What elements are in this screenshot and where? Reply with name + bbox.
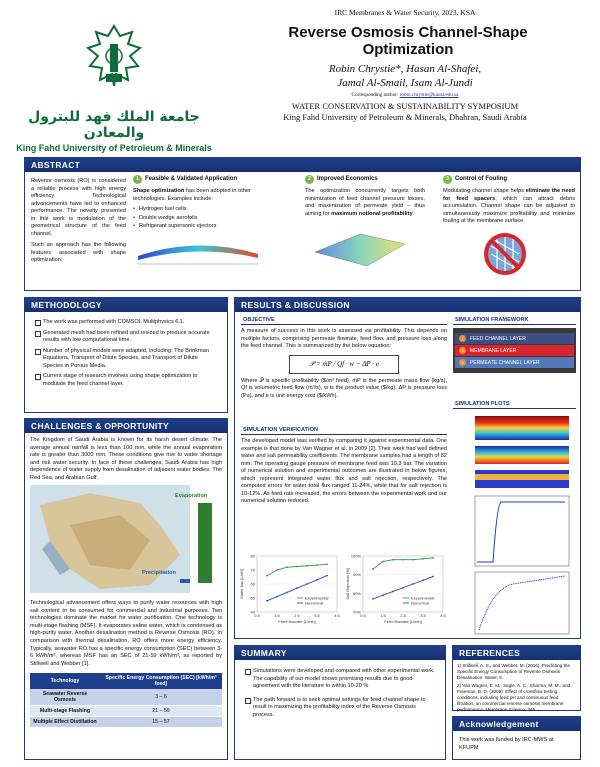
feature-2-text: The optimization concurrently targets both minimization of feed channel pressure losses, and maximization of permeate yield – thus aiming for maximum notional profitability. [305,188,425,217]
framework-diagram [453,328,576,373]
results-heading: RESULTS & DISCUSSION [235,298,580,312]
legend-label: Numerical [305,600,324,606]
feature-2-body: The optimization concurrently targets both minimization of feed channel pressure losses, and maximization of permeate yield – thus aiming for [305,188,425,217]
methodology-heading: METHODOLOGY [25,298,227,312]
legend-label: Experimental [305,595,329,601]
data-point [402,587,404,589]
data-point [372,598,374,600]
framework-block [453,316,576,373]
y-tick-label: 90% [352,572,361,578]
references-list [453,660,580,716]
data-point [296,566,298,568]
kfupm-emblem-icon [10,22,218,102]
x-tick-label: 4.5 [334,613,340,618]
feature-1 [133,175,273,277]
x-tick-label: 4.5 [440,613,446,618]
challenges-text-1: The Kingdom of Saudi Arabia is known for its harsh desert climate. The average annual rainfall is less than 100 mm, while the annual evaporation rate is greater than 3000 mm. These conditions give rise to water shortage and risk water security. In face of these challenges, Saudi Arabia has high dependence of water supply from desalination of adjacent water bodies: The Red Sea, and Arabian Gulf. [30,437,222,481]
feature-1-item: • Refrigerant supersonic ejectors [133,223,273,231]
challenges-section [24,418,228,760]
x-tick-label: 1.5 [380,613,386,618]
y-tick-label: 60 [250,581,255,587]
feature-1-list [133,206,273,231]
data-point [326,564,328,566]
objective-text-2: Where 𝒫 is specific profitability ($/m³ feed), ṁP is the permeate mass flow (kg/s), Qf is volumetric feed flow (m³/s), w is the product value ($/kg), ΔP is pressure loss (Pa), and e is unit energy cost ($/kWh). [241,377,447,399]
framework-layer-number: 1 [459,335,466,342]
summary-item: Simulations were developed and compared with other experimental work. The capability of our model shows promising results due to good agreement with the literature to within 10-20 % [245,668,435,691]
feature-2-title: Improved Economics [317,176,378,183]
feature-2-bold: maximum notional profitability [331,210,413,217]
table-cell-sec: 3 – 6 [100,689,222,706]
data-point [392,591,394,593]
evaporation-bar [198,503,212,583]
x-axis-label: Feed flowrate [L/min] [278,619,316,624]
data-point [326,575,328,577]
x-tick-label: 0.5 [254,613,260,618]
data-point [412,583,414,585]
data-point [412,559,414,561]
precipitation-label: Precipitation [142,570,176,577]
y-tick-label: 70% [352,609,361,615]
methodology-section [24,297,228,413]
objective-block [241,316,447,400]
feature-3-pre: Modulating channel shape helps [443,188,526,194]
y-axis-label: Salt Rejection [%] [345,568,350,600]
x-tick-label: 3.5 [314,613,320,618]
table-cell-tech: Multiple Effect Distillation [30,717,100,728]
feature-1-title: Feasible & Validated Application [145,176,238,183]
data-point [316,564,318,566]
table-row [30,706,222,717]
y-tick-label: 80% [352,590,361,596]
feature-1-intro-text: has been adopted in other technologies. Examples include: [133,188,251,202]
verification-text: The developed model was verified by comparing it against experimental data. One example is that done by Van Wagner et al. in 2009 [2]. Their work had well defined water and salt permeability coefficients. The membrane samples had a length of 82 mm. The operating gauge pressure of membrane feed was 10.3 bar. The variation of numerical solution and experimental outcomes are illustrated in below figures, which represent integrated water flux and salt rejection, respectively. The computed errors for water total flux ranged 11-24%, while that for salt rejection is 10-12%. As feed rate increased, the errors between the experimental work and our numerical solution reduced. [241,438,447,505]
feature-1-item: • Hydrogen fuel cells [133,206,273,214]
framework-layer-number: 2 [459,347,466,354]
summary-item: The path forward is to seek optimal settings for feed channel shape to result in maximizing the profitability index of the Reverse Osmosis process. [245,697,435,720]
summary-list [235,660,445,719]
x-tick-label: 1.5 [274,613,280,618]
reference-item: 2) Van Wagner, E. M., Sagle, A. C., Sharma, M. M., and Freeman, B. D. (2009). Effect of crossflow testing conditions, including feed pH and continuous feed filtration, on commercial reverse osmosis membrane performance. Membrane Science, 345. [457,682,571,712]
acknowledgement-text: This work was funded by IRC-MWS at KFUPM [459,737,554,751]
methodology-list [25,312,227,388]
sec-table-header-tech: Technology [30,673,100,689]
feature-1-number: 1 [133,175,142,184]
x-tick-label: 0.5 [360,613,366,618]
plots-block [453,400,576,642]
flux-plot [475,572,569,634]
data-point [286,592,288,594]
authors [220,62,590,91]
data-point [382,594,384,596]
data-point [372,568,374,570]
framework-layer-permeate [455,357,574,368]
y-tick-label: 80 [250,553,255,559]
plots-heading: SIMULATION PLOTS [453,400,576,409]
data-point [306,583,308,585]
framework-layer-label: FEED CHANNEL LAYER [470,335,526,342]
feature-1-intro-bold: Shape optimization [133,188,185,194]
feature-3-number: 3 [443,175,452,184]
methodology-item: Generated mesh had been refined and resized to produce accurate results with low computational time. [35,330,219,345]
abstract-section [24,157,581,291]
data-point [432,576,434,578]
framework-layer-label: PERMEATE CHANNEL LAYER [470,359,540,366]
sec-table-header-sec: Specific Energy Consumption (SEC) [kWh/m³ feed] [100,673,222,689]
evaporation-label: Evaporation [175,493,208,500]
data-point [276,596,278,598]
sec-table [30,673,222,728]
no-spacer-icon [483,232,527,276]
feature-2 [305,175,425,276]
feature-1-item: • Double wedge aerofoils [133,215,273,223]
references-section [452,645,581,711]
methodology-item: The work was performed with COMSOL Multiphysics 6.1. [35,319,219,327]
results-section [234,297,581,639]
authors-line-1: Robin Chrystie*, Hasan Al-Shafei, [328,63,482,75]
channel-shape-illustration [133,234,263,274]
acknowledgement-section [452,716,581,760]
abstract-text-2: Such an approach has the following features associated with shape optimization: [31,242,126,264]
corresponding-email[interactable]: robin.chrystie@kaust.edu.sa [399,92,459,98]
data-point [286,566,288,568]
saudi-map-icon [30,485,190,593]
legend-label: Numerical [411,600,430,606]
y-axis-label: Water flux [LMH] [239,569,244,599]
acknowledgement-heading: Acknowledgement [453,717,580,731]
heatmap-velocity [475,416,569,440]
university-line: King Fahd University of Petroleum & Minerals, Dhahran, Saudi Arabia [283,112,527,122]
data-point [422,579,424,581]
verification-block [241,426,447,506]
profitability-surface-illustration [305,222,415,272]
ksa-map-figure [30,485,222,597]
summary-section [234,645,446,760]
feature-3 [443,175,575,279]
heatmap-concentration [475,446,569,464]
water-flux-chart [239,550,341,634]
objective-text: A measure of success in this work is assessed via profitability. This depends on multiple factors, comprising permeate flowrate, feed flow, and pressure loss along the feed channel. This is summarized by the below equation: [241,328,447,350]
y-tick-label: 70 [250,567,255,573]
table-cell-tech: Multi-stage Flashing [30,706,100,717]
data-point [266,600,268,602]
poster-title: Reverse Osmosis Channel-Shape Optimization [288,24,528,59]
y-tick-label: 50 [250,595,255,601]
data-point [316,579,318,581]
profile-plot [475,496,569,566]
methodology-item: Number of physical models were adapted, including: The Brinkman Equations, Transport of Dilute Species, and Transport of Dilute Species in Porous Media. [35,348,219,371]
logo-arabic: جامعة الملك فهد للبترول والمعادن [28,109,200,141]
symposium-name: WATER CONSERVATION & SUSTAINABILITY SYMPOSIUM [291,101,519,111]
y-tick-label: 100% [350,553,361,559]
table-cell-sec: 15 – 57 [100,717,222,728]
table-cell-sec: 21 – 59 [100,706,222,717]
summary-heading: SUMMARY [235,646,445,660]
data-point [422,558,424,560]
x-tick-label: 2.5 [294,613,300,618]
feature-3-bold: eliminate the need for feed spacers [443,188,575,202]
reference-item: 1) Stillwell, A. S., and Webber, M. (2016). Predicting the Specific Energy Consumption of Reverse Osmosis Desalination. Water, 8. [457,663,571,680]
plot-area [363,556,443,612]
framework-layer-membrane [455,345,574,356]
methodology-item: Current stage of research involves using shape optimization to modulate the feed channel layer. [35,373,219,388]
data-point [266,575,268,577]
framework-heading: SIMULATION FRAMEWORK [453,316,576,325]
simulation-plots-figure [453,412,576,637]
precipitation-bar [180,579,190,583]
verification-heading: SIMULATION VERIFICATION [241,426,447,435]
x-axis-label: Feed flowrate [L/min] [384,619,422,624]
profitability-equation: 𝒫 = ṁP / Qf · w − ΔP · e [289,355,399,374]
framework-layer-label: MEMBRANE LAYER [470,347,517,354]
data-point [276,569,278,571]
table-row [30,717,222,728]
framework-layer-feed [455,333,574,344]
data-point [432,557,434,559]
corresponding-author [220,92,590,98]
y-tick-label: 40 [250,609,255,615]
table-cell-tech: Seawater Reverse Osmosis [30,689,100,706]
data-point [392,559,394,561]
authors-line-2: Jamal Al-Smail, Isam Al-Jundi [337,77,473,90]
challenges-heading: CHALLENGES & OPPORTUNITY [25,419,227,433]
abstract-heading: ABSTRACT [25,158,580,172]
objective-heading: OBJECTIVE [241,316,447,325]
abstract-text-1: Reverse osmosis (RO) is considered a reliable process with high energy efficiency. Technological advancements have led to enhanced performance. The novelty presented in this work is modulation of the geometrical structure of the feed channel. [31,178,126,237]
table-row [30,689,222,706]
challenges-text-2: Technological advancement offers ways to purify water resources with high salt content to be consumed for commercial and industrial purposes. Two technologies dominate the market for water purification. One technology is multi-stage flashing (MSF). It evaporates saline water, which is condensed as high-purity water. Another desalination method is Reverse Osmosis (RO). In comparison with thermal desalination, RO offers more energy efficiency. Typically, seawater RO has a specific energy consumption (SEC) between 3-6 kWh/m³, whereas MSF has an SEC of 21-59 kWh/m³, as reported by Stillwell and Webber [1]. [30,600,222,667]
references-heading: REFERENCES [453,646,580,660]
x-tick-label: 2.5 [400,613,406,618]
logo-english: King Fahd University of Petroleum & Minerals [16,143,212,153]
kfupm-logo [10,22,218,153]
legend-label: Experimental [411,595,435,601]
corresponding-label: Corresponding author: [351,92,399,98]
framework-layer-number: 3 [459,359,466,366]
feature-3-title: Control of Fouling [455,176,507,183]
data-point [306,565,308,567]
data-point [296,587,298,589]
data-point [402,559,404,561]
abstract-intro [31,178,126,265]
x-tick-label: 3.5 [420,613,426,618]
feature-3-post: , which can attract debris accumulation. Channel shape can be adjusted to simultaneously maximize profitability and minimize fouling at the membrane surface. [443,195,575,225]
feature-1-intro [133,188,273,203]
salt-rejection-chart [345,550,447,634]
conference-line: IRC Membranes & Water Security, 2023, KSA [334,8,476,17]
feature-3-text [443,188,575,226]
data-point [382,561,384,563]
feature-2-number: 2 [305,175,314,184]
